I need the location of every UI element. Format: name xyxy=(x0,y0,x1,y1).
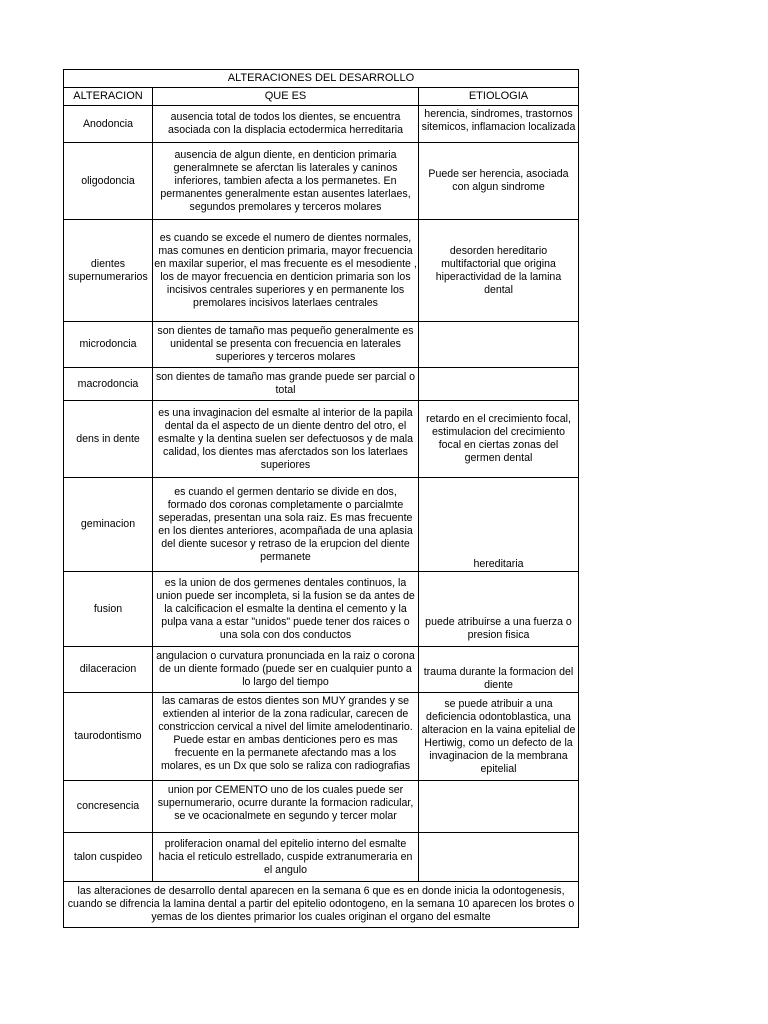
row-etiology: desorden hereditario multifactorial que origina hiperactividad de la lamina dental xyxy=(419,220,579,322)
table-row xyxy=(64,647,579,693)
table-row xyxy=(64,106,579,143)
row-description: es cuando el germen dentario se divide en dos, formado dos coronas completamente o parcialmte seperadas, presentan una sola raiz. Es mas frecuente en los dientes anteriores, acompañada de una aplasia del diente sucesor y retraso de la erupcion del diente permanete xyxy=(153,478,419,572)
row-description: son dientes de tamaño mas pequeño generalmente es unidental se presenta con frecuencia en laterales superiores y terceros molares xyxy=(153,322,419,368)
row-description: angulacion o curvatura pronunciada en la raiz o corona de un diente formado (puede ser en cualquier punto a lo largo del tiempo xyxy=(153,647,419,693)
alteraciones-table xyxy=(63,69,579,928)
row-etiology: puede atribuirse a una fuerza o presion fisica xyxy=(419,572,579,647)
row-name: dens in dente xyxy=(64,401,153,478)
row-name: oligodoncia xyxy=(64,143,153,220)
table-row xyxy=(64,220,579,322)
spreadsheet-page xyxy=(63,69,578,928)
row-description: es cuando se excede el numero de dientes normales, mas comunes en denticion primaria, mayor frecuencia en maxilar superior, el mas frecuente es el mesodiente , los de mayor frecuencia en denticion primaria son los incisivos centrales superiores y en permanente los premolares incisivos laterlaes centrales xyxy=(153,220,419,322)
table-row xyxy=(64,478,579,572)
table-row xyxy=(64,368,579,401)
row-etiology: Puede ser herencia, asociada con algun sindrome xyxy=(419,143,579,220)
row-name: macrodoncia xyxy=(64,368,153,401)
row-etiology xyxy=(419,368,579,401)
table-row xyxy=(64,143,579,220)
row-description: union por CEMENTO uno de los cuales puede ser supernumerario, ocurre durante la formacion radicular, se ve ocacionalmete en segundo y tercer molar xyxy=(153,781,419,833)
row-etiology: hereditaria xyxy=(419,478,579,572)
row-description: es la union de dos germenes dentales continuos, la union puede ser incompleta, si la fusion se da antes de la calcificacion el esmalte la dentina el cemento y la pulpa vana a estar "unidos" puede tener dos raices o una sola con dos conductos xyxy=(153,572,419,647)
table-row xyxy=(64,693,579,781)
row-etiology: herencia, sindromes, trastornos sitemicos, inflamacion localizada xyxy=(419,106,579,143)
row-name: taurodontismo xyxy=(64,693,153,781)
row-etiology xyxy=(419,781,579,833)
table-row xyxy=(64,572,579,647)
row-name: talon cuspideo xyxy=(64,833,153,882)
row-name: geminacion xyxy=(64,478,153,572)
row-description: es una invaginacion del esmalte al interior de la papila dental da el aspecto de un diente dentro del otro, el esmalte y la dentina suelen ser defectuosos y de mala calidad, los dientes mas aferctados son los laterlaes superiores xyxy=(153,401,419,478)
table-row xyxy=(64,781,579,833)
note-row xyxy=(64,882,579,928)
row-etiology: retardo en el crecimiento focal, estimulacion del crecimiento focal en ciertas zonas del germen dental xyxy=(419,401,579,478)
row-etiology xyxy=(419,833,579,882)
row-description: ausencia de algun diente, en denticion primaria generalmnete se aferctan lis laterales y caninos inferiores, tambien afecta a los permanetes. En permanentes generalmente estan ausentes laterlaes, segundos premolares y terceros molares xyxy=(153,143,419,220)
table-row xyxy=(64,401,579,478)
row-etiology: se puede atribuir a una deficiencia odontoblastica, una alteracion en la vaina epitelial de Hertiwig, como un defecto de la invaginacion de la membrana epitelial xyxy=(419,693,579,781)
row-name: dilaceracion xyxy=(64,647,153,693)
header-alteracion: ALTERACION xyxy=(64,88,153,106)
row-name: dientes supernumerarios xyxy=(64,220,153,322)
footnote: las alteraciones de desarrollo dental aparecen en la semana 6 que es en donde inicia la odontogenesis, cuando se difrencia la lamina dental a partir del epitelio odontogeno, en la semana 10 aparecen los brotes o yemas de los dientes primarior los cuales originan el organo del esmalte xyxy=(64,882,579,928)
row-name: Anodoncia xyxy=(64,106,153,143)
row-description: proliferacion onamal del epitelio interno del esmalte hacia el reticulo estrellado, cuspide extranumeraria en el angulo xyxy=(153,833,419,882)
table-row xyxy=(64,833,579,882)
header-etiologia: ETIOLOGIA xyxy=(419,88,579,106)
header-row xyxy=(64,88,579,106)
row-description: ausencia total de todos los dientes, se encuentra asociada con la displacia ectodermica herreditaria xyxy=(153,106,419,143)
table-title-row xyxy=(64,70,579,88)
row-name: microdoncia xyxy=(64,322,153,368)
row-description: las camaras de estos dientes son MUY grandes y se extienden al interior de la zona radicular, carecen de constriccion cervical a nivel del limite amelodentinario. Puede estar en ambas denticiones pero es mas frecuente en la permanete afectando mas a los molares, es un Dx que solo se raliza con radiografias xyxy=(153,693,419,781)
row-etiology xyxy=(419,322,579,368)
row-name: concresencia xyxy=(64,781,153,833)
table-title: ALTERACIONES DEL DESARROLLO xyxy=(64,70,579,88)
table-row xyxy=(64,322,579,368)
header-que-es: QUE ES xyxy=(153,88,419,106)
row-description: son dientes de tamaño mas grande puede ser parcial o total xyxy=(153,368,419,401)
row-etiology: trauma durante la formacion del diente xyxy=(419,647,579,693)
row-name: fusion xyxy=(64,572,153,647)
